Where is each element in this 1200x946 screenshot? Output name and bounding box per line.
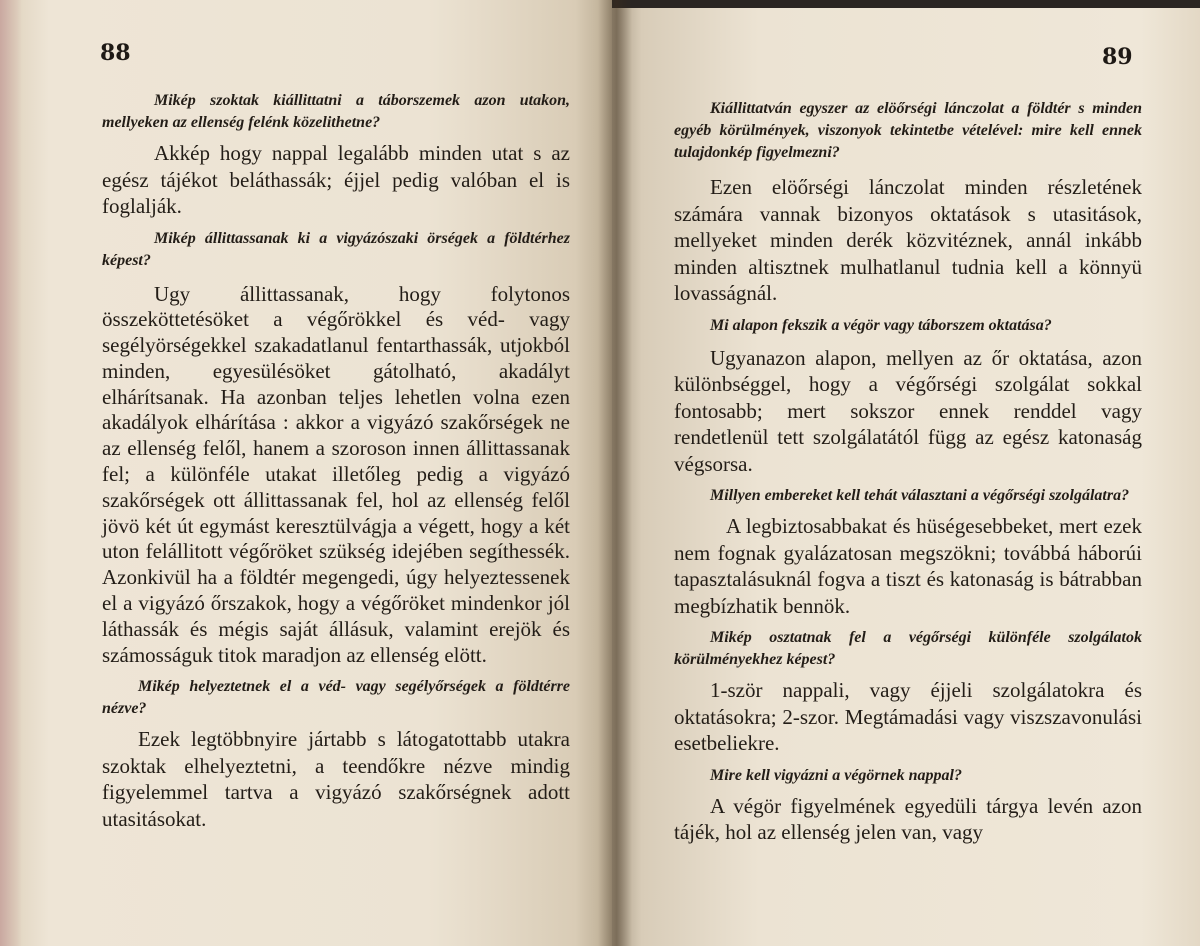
page-number: 88 — [100, 40, 131, 66]
question: Kiállittatván egyszer az elöőrségi lánczolat a földtér s minden egyéb körülmények, viszonyok tekintetbe vételével: mire kell ennek tulajdonkép figyelmezni? — [674, 100, 1142, 161]
left-page-text — [102, 90, 570, 832]
answer: A legbiztosabbakat és hüségesebbeket, mert ezek nem fognak gyalázatosan megszökni; továbbá háborúi tapasztalásuknál fogva a tiszt és katonaság is bátrabban megbízhatik bennök. — [674, 514, 1142, 618]
answer: Ugy állittassanak, hogy folytonos összeköttetésöket a végőrökkel és véd- vagy segélyörségekkel szakadatlanul fentarthassák, utjokból minden, egyesülésöket gátolható, akadályt elhárítsanak. Ha azonban teljes lehetlen volna ezen akadályok elhárítása : akkor a vigyázó szakőrségek ne az ellenség felől, hanem a szoroson innen állittassanak fel; a különféle utakat illetőleg pedig a vigyázó szakőrségek ott állittassanak fel, hol az ellenség felől jövö két út egymást keresztülvágja a végett, hogy a két uton felállitott végőröket szükség idejében segíthessék. Azonkivül ha a földtér megengedi, úgy helyeztessenek el a vigyázó őrszakok, hogy a végőröket mindenkor jól láthassák és mégis saját állásuk, valamint erejök és számosságuk titok maradjon az ellenség elött. — [102, 281, 570, 667]
page-edge-shadow — [0, 0, 22, 946]
book-gutter — [598, 0, 632, 946]
page-number: 89 — [1102, 44, 1133, 70]
question: Millyen embereket kell tehát választani a végőrségi szolgálatra? — [710, 487, 1130, 504]
right-page-text — [674, 98, 1142, 846]
answer: A végör figyelmének egyedüli tárgya levén azon tájék, hol az ellenség jelen van, vagy — [674, 793, 1142, 844]
question: Mikép szoktak kiállittatni a táborszemek azon utakon, mellyeken az ellenség felénk közelithetne? — [102, 92, 570, 131]
right-page — [612, 0, 1200, 946]
answer: 1-ször nappali, vagy éjjeli szolgálatokra és oktatásokra; 2-szor. Megtámadási vagy viszszavonulási esetbeliekre. — [674, 678, 1142, 755]
question: Mire kell vigyázni a végörnek nappal? — [710, 766, 962, 784]
answer: Ezek legtöbbnyire jártabb s látogatottabb utakra szoktak elhelyeztetni, a teendőkre nézve mindig figyelemmel tartva a vigyázó szakőrségnek adott utasitásokat. — [102, 727, 570, 831]
question: Mi alapon fekszik a végör vagy táborszem oktatása? — [710, 316, 1052, 334]
background-edge — [612, 0, 1200, 8]
question: Mikép osztatnak fel a végőrségi különféle szolgálatok körülményekhez képest? — [674, 629, 1142, 668]
answer: Ugyanazon alapon, mellyen az őr oktatása, azon különbséggel, hogy a végőrségi szolgálat sokkal fontosabb; mert sokszor ennek renddel vagy rendetlenül tett szolgálatától függ az egész katonaság végsorsa. — [674, 345, 1142, 476]
question: Mikép helyeztetnek el a véd- vagy segélyőrségek a földtérre nézve? — [102, 678, 570, 718]
answer: Akkép hogy nappal legalább minden utat s az egész tájékot beláthassák; éjjel pedig valóban el is foglalják. — [102, 141, 570, 218]
question: Mikép állittassanak ki a vigyázószaki örségek a földtérhez képest? — [102, 229, 570, 269]
answer: Ezen elöőrségi lánczolat minden részletének számára vannak bizonyos oktatások s utasitások, mellyeket minden derék közvitéznek, annál inkább minden altisztnek mulhatlanul tudnia kell a könnyü lovasságnál. — [674, 175, 1142, 305]
